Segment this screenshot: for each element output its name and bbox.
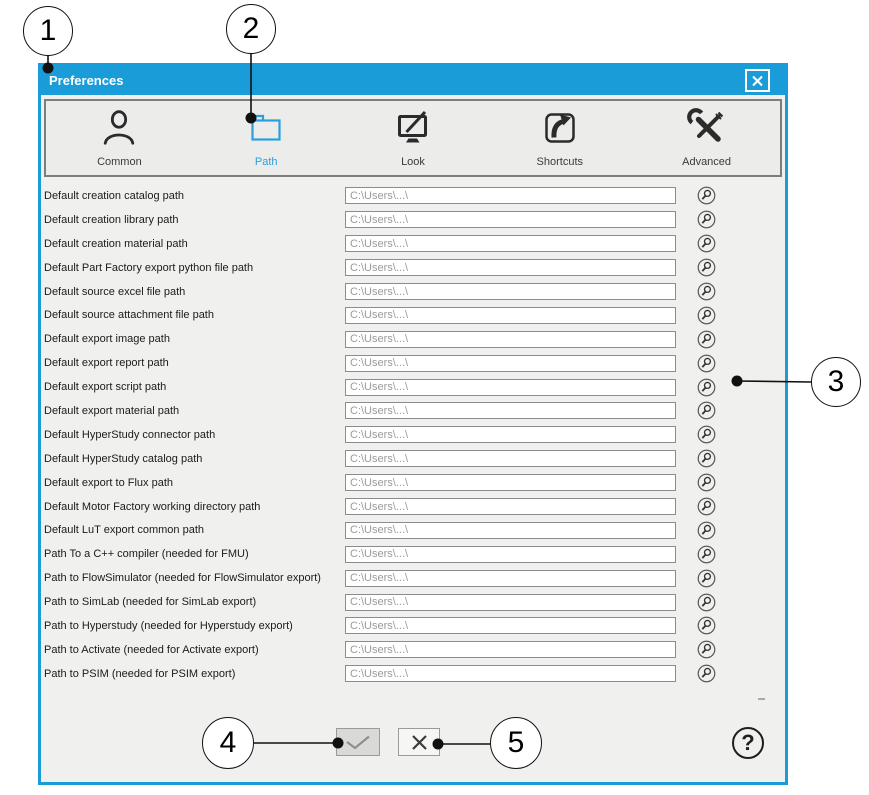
path-setting-row	[41, 447, 785, 471]
callout-2-number: 2	[242, 12, 260, 45]
close-icon	[751, 75, 764, 87]
path-input[interactable]	[345, 235, 676, 252]
path-setting-row	[41, 351, 785, 375]
magnifier-icon	[697, 569, 716, 588]
question-mark-icon: ?	[741, 730, 755, 755]
path-setting-label: Default LuT export common path	[44, 524, 204, 537]
cancel-button[interactable]	[398, 728, 440, 756]
path-setting-label: Default export material path	[44, 404, 180, 417]
browse-button[interactable]	[697, 330, 716, 349]
path-input[interactable]	[345, 331, 676, 348]
tab-advanced-label: Advanced	[682, 156, 732, 168]
path-setting-label: Path to SimLab (needed for SimLab export)	[44, 596, 257, 609]
path-input[interactable]	[345, 641, 676, 658]
path-setting-label: Path to Hyperstudy (needed for Hyperstudy export)	[44, 619, 293, 632]
browse-button[interactable]	[697, 545, 716, 564]
magnifier-icon	[697, 425, 716, 444]
browse-button[interactable]	[697, 378, 716, 397]
path-setting-row	[41, 495, 785, 519]
path-input[interactable]	[345, 211, 676, 228]
path-setting-label: Default export image path	[44, 333, 170, 346]
tab-shortcuts-label: Shortcuts	[536, 156, 584, 168]
path-setting-row	[41, 208, 785, 232]
path-setting-row	[41, 280, 785, 304]
path-setting-label: Path to FlowSimulator (needed for FlowSimulator export)	[44, 572, 321, 585]
magnifier-icon	[697, 258, 716, 277]
resize-grip-mark	[758, 698, 765, 700]
callout-2	[226, 4, 276, 54]
tab-common-label: Common	[97, 156, 142, 168]
magnifier-icon	[697, 306, 716, 325]
browse-button[interactable]	[697, 425, 716, 444]
magnifier-icon	[697, 593, 716, 612]
browse-button[interactable]	[697, 354, 716, 373]
path-setting-row	[41, 566, 785, 590]
callout-3-number: 3	[827, 365, 845, 398]
path-setting-label: Default creation material path	[44, 237, 188, 250]
path-input[interactable]	[345, 259, 676, 276]
path-setting-label: Default export report path	[44, 357, 169, 370]
path-setting-label: Path To a C++ compiler (needed for FMU)	[44, 548, 249, 561]
path-setting-label: Path to PSIM (needed for PSIM export)	[44, 667, 236, 680]
tab-path[interactable]	[193, 101, 340, 175]
magnifier-icon	[697, 354, 716, 373]
browse-button[interactable]	[697, 401, 716, 420]
magnifier-icon	[697, 234, 716, 253]
browse-button[interactable]	[697, 234, 716, 253]
callout-5-number: 5	[507, 726, 525, 759]
path-input[interactable]	[345, 187, 676, 204]
window-title: Preferences	[49, 73, 124, 88]
callout-4	[202, 717, 254, 769]
browse-button[interactable]	[697, 282, 716, 301]
tab-look[interactable]	[340, 101, 487, 175]
path-input[interactable]	[345, 283, 676, 300]
path-input[interactable]	[345, 355, 676, 372]
magnifier-icon	[697, 545, 716, 564]
path-input[interactable]	[345, 617, 676, 634]
path-setting-row	[41, 662, 785, 686]
path-input[interactable]	[345, 522, 676, 539]
magnifier-icon	[697, 664, 716, 683]
path-setting-label: Default Part Factory export python file path	[44, 261, 254, 274]
browse-button[interactable]	[697, 616, 716, 635]
preferences-toolbar	[44, 99, 782, 177]
path-input[interactable]	[345, 546, 676, 563]
path-setting-label: Path to Activate (needed for Activate export)	[44, 643, 259, 656]
tab-shortcuts[interactable]	[486, 101, 633, 175]
path-setting-row	[41, 232, 785, 256]
magnifier-icon	[697, 401, 716, 420]
path-setting-row	[41, 184, 785, 208]
checkmark-icon	[345, 735, 371, 750]
browse-button[interactable]	[697, 640, 716, 659]
callout-1-number: 1	[39, 14, 57, 47]
browse-button[interactable]	[697, 497, 716, 516]
callout-3	[811, 357, 861, 407]
browse-button[interactable]	[697, 306, 716, 325]
ok-button[interactable]	[336, 728, 380, 756]
magnifier-icon	[697, 378, 716, 397]
path-settings-list	[41, 184, 785, 686]
path-setting-row	[41, 590, 785, 614]
path-input[interactable]	[345, 402, 676, 419]
path-setting-row	[41, 399, 785, 423]
tab-look-label: Look	[401, 156, 425, 168]
path-input[interactable]	[345, 450, 676, 467]
path-setting-label: Default export script path	[44, 381, 167, 394]
magnifier-icon	[697, 186, 716, 205]
callout-4-number: 4	[219, 726, 237, 759]
callout-5	[490, 717, 542, 769]
magnifier-icon	[697, 449, 716, 468]
path-setting-label: Default source attachment file path	[44, 309, 214, 322]
monitor-pencil-icon	[393, 108, 433, 153]
person-icon	[100, 108, 138, 153]
browse-button[interactable]	[697, 210, 716, 229]
browse-button[interactable]	[697, 593, 716, 612]
path-setting-row	[41, 303, 785, 327]
path-setting-label: Default HyperStudy catalog path	[44, 452, 203, 465]
magnifier-icon	[697, 497, 716, 516]
path-input[interactable]	[345, 474, 676, 491]
browse-button[interactable]	[697, 664, 716, 683]
path-setting-row	[41, 471, 785, 495]
path-setting-row	[41, 614, 785, 638]
browse-button[interactable]	[697, 186, 716, 205]
tools-icon	[687, 108, 727, 153]
path-input[interactable]	[345, 379, 676, 396]
magnifier-icon	[697, 640, 716, 659]
path-setting-row	[41, 518, 785, 542]
tab-path-label: Path	[254, 156, 278, 168]
browse-button[interactable]	[697, 449, 716, 468]
magnifier-icon	[697, 210, 716, 229]
magnifier-icon	[697, 282, 716, 301]
path-setting-label: Default Motor Factory working directory path	[44, 500, 261, 513]
cross-icon	[411, 734, 428, 751]
magnifier-icon	[697, 616, 716, 635]
path-setting-row	[41, 423, 785, 447]
path-input[interactable]	[345, 570, 676, 587]
path-setting-row	[41, 542, 785, 566]
browse-button[interactable]	[697, 258, 716, 277]
path-input[interactable]	[345, 594, 676, 611]
browse-button[interactable]	[697, 521, 716, 540]
path-input[interactable]	[345, 426, 676, 443]
magnifier-icon	[697, 473, 716, 492]
path-setting-label: Default creation library path	[44, 213, 179, 226]
folder-icon	[246, 108, 286, 153]
tab-common[interactable]	[46, 101, 193, 175]
browse-button[interactable]	[697, 473, 716, 492]
path-setting-label: Default source excel file path	[44, 285, 186, 298]
magnifier-icon	[697, 521, 716, 540]
path-setting-row	[41, 638, 785, 662]
titlebar[interactable]	[41, 66, 785, 95]
magnifier-icon	[697, 330, 716, 349]
callout-1	[23, 6, 73, 56]
path-setting-row	[41, 327, 785, 351]
path-setting-label: Default HyperStudy connector path	[44, 428, 216, 441]
path-setting-row	[41, 256, 785, 280]
browse-button[interactable]	[697, 569, 716, 588]
help-button[interactable]	[732, 727, 764, 759]
path-input[interactable]	[345, 498, 676, 515]
path-input[interactable]	[345, 307, 676, 324]
preferences-dialog	[38, 63, 788, 785]
shortcut-arrow-icon	[540, 108, 580, 153]
path-setting-label: Default creation catalog path	[44, 189, 185, 202]
path-setting-label: Default export to Flux path	[44, 476, 174, 489]
tab-advanced[interactable]	[633, 101, 780, 175]
close-button[interactable]	[745, 69, 770, 92]
path-setting-row	[41, 375, 785, 399]
path-input[interactable]	[345, 665, 676, 682]
